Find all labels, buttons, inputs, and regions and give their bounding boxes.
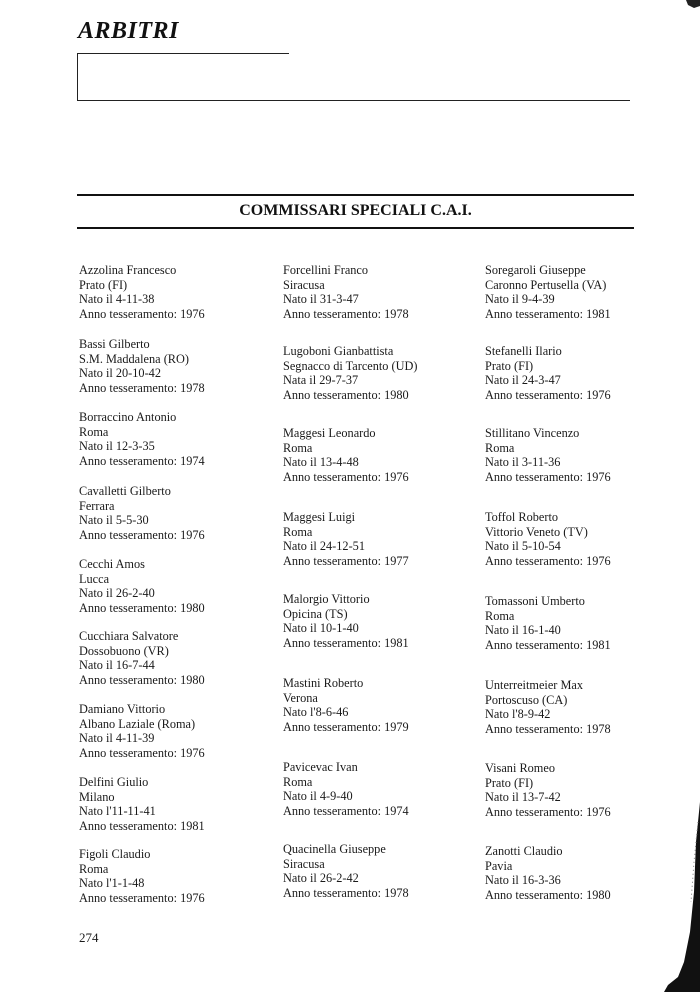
referee-entry: [79, 484, 289, 542]
referee-place: Prato (FI): [485, 358, 534, 373]
referee-birth-date: Nato il 31-3-47: [283, 292, 359, 307]
referee-registration-year: Anno tesseramento: 1978: [283, 885, 409, 900]
referee-name: Visani Romeo: [485, 761, 555, 775]
referee-registration-year: Anno tesseramento: 1976: [79, 306, 205, 321]
referee-birth-date: Nato il 24-12-51: [283, 539, 365, 554]
referee-birth-date: Nato l'1-1-48: [79, 876, 145, 891]
referee-registration-year: Anno tesseramento: 1980: [485, 887, 611, 902]
referee-entry: [79, 847, 289, 905]
referee-registration-year: Anno tesseramento: 1978: [79, 380, 205, 395]
referee-place: Opicina (TS): [283, 606, 348, 621]
referee-name: Cavalletti Gilberto: [79, 484, 171, 498]
referee-birth-date: Nata il 29-7-37: [283, 373, 359, 388]
section-title: COMMISSARI SPECIALI C.A.I.: [239, 202, 472, 219]
referee-registration-year: Anno tesseramento: 1976: [79, 745, 205, 760]
referee-birth-date: Nato l'8-9-42: [485, 707, 551, 722]
referee-place: Prato (FI): [485, 775, 534, 790]
page-header-title: ARBITRI: [78, 18, 179, 44]
referee-birth-date: Nato il 16-7-44: [79, 658, 155, 673]
referee-name: Delfini Giulio: [79, 775, 149, 789]
referee-name: Cecchi Amos: [79, 557, 145, 571]
referee-birth-date: Nato il 3-11-36: [485, 455, 561, 470]
header-frame-top-rule: [77, 53, 289, 54]
referee-birth-date: Nato il 26-2-42: [283, 871, 359, 886]
referee-name: Tomassoni Umberto: [485, 594, 585, 608]
referee-entry: [485, 426, 695, 484]
referee-name: Azzolina Francesco: [79, 263, 177, 277]
referee-entry: [283, 510, 493, 568]
referee-registration-year: Anno tesseramento: 1976: [485, 469, 611, 484]
referee-birth-date: Nato il 9-4-39: [485, 292, 555, 307]
referee-birth-date: Nato il 26-2-40: [79, 586, 155, 601]
referee-name: Stillitano Vincenzo: [485, 426, 580, 440]
referee-entry: [485, 263, 695, 321]
referee-place: Roma: [283, 524, 313, 539]
scan-edge-mark: [664, 802, 700, 992]
referee-name: Stefanelli Ilario: [485, 344, 562, 358]
referee-entry: [283, 344, 493, 402]
referee-place: Dossobuono (VR): [79, 643, 169, 658]
referee-registration-year: Anno tesseramento: 1976: [79, 527, 205, 542]
referee-entry: [79, 410, 289, 468]
referee-birth-date: Nato il 16-1-40: [485, 623, 561, 638]
referee-registration-year: Anno tesseramento: 1977: [283, 553, 409, 568]
referee-entry: [283, 426, 493, 484]
referee-registration-year: Anno tesseramento: 1981: [485, 306, 611, 321]
referee-name: Malorgio Vittorio: [283, 592, 370, 606]
referee-entry: [283, 760, 493, 818]
referee-registration-year: Anno tesseramento: 1979: [283, 719, 409, 734]
referee-registration-year: Anno tesseramento: 1976: [283, 469, 409, 484]
page-number: 274: [79, 930, 99, 945]
referee-name: Forcellini Franco: [283, 263, 369, 277]
referee-place: Portoscuso (CA): [485, 692, 568, 707]
referee-entry: [79, 263, 289, 321]
referee-registration-year: Anno tesseramento: 1981: [79, 818, 205, 833]
referee-place: Vittorio Veneto (TV): [485, 524, 588, 539]
scan-corner-mark: [680, 0, 700, 10]
referee-place: Roma: [79, 861, 109, 876]
referee-birth-date: Nato il 20-10-42: [79, 366, 161, 381]
referee-birth-date: Nato il 13-4-48: [283, 455, 359, 470]
referee-entry: [485, 594, 695, 652]
referee-name: Lugoboni Gianbattista: [283, 344, 394, 358]
referee-place: Segnacco di Tarcento (UD): [283, 358, 418, 373]
referee-entry: [79, 775, 289, 833]
referee-name: Toffol Roberto: [485, 510, 559, 524]
referee-place: Roma: [283, 440, 313, 455]
referee-entry: [283, 842, 493, 900]
referee-registration-year: Anno tesseramento: 1976: [485, 553, 611, 568]
referee-name: Quacinella Giuseppe: [283, 842, 386, 856]
referee-name: Figoli Claudio: [79, 847, 151, 861]
referee-entry: [485, 678, 695, 736]
section-top-rule: [77, 194, 634, 196]
referee-name: Maggesi Luigi: [283, 510, 356, 524]
referee-entry: [79, 629, 289, 687]
referee-registration-year: Anno tesseramento: 1981: [485, 637, 611, 652]
referee-name: Bassi Gilberto: [79, 337, 150, 351]
referee-registration-year: Anno tesseramento: 1980: [283, 387, 409, 402]
referee-entry: [485, 344, 695, 402]
referee-entry: [283, 592, 493, 650]
referee-birth-date: Nato il 10-1-40: [283, 621, 359, 636]
referee-birth-date: Nato il 24-3-47: [485, 373, 561, 388]
referee-name: Maggesi Leonardo: [283, 426, 376, 440]
referee-place: Verona: [283, 690, 318, 705]
referee-name: Mastini Roberto: [283, 676, 364, 690]
referee-registration-year: Anno tesseramento: 1974: [79, 453, 205, 468]
referee-place: Ferrara: [79, 498, 115, 513]
referee-name: Cucchiara Salvatore: [79, 629, 179, 643]
referee-birth-date: Nato il 5-5-30: [79, 513, 149, 528]
referee-place: Roma: [283, 774, 313, 789]
referee-birth-date: Nato il 4-11-38: [79, 292, 155, 307]
referee-entry: [485, 510, 695, 568]
header-frame-bottom-rule: [77, 100, 630, 101]
referee-name: Pavicevac Ivan: [283, 760, 358, 774]
referee-birth-date: Nato il 4-9-40: [283, 789, 353, 804]
referee-registration-year: Anno tesseramento: 1980: [79, 672, 205, 687]
referee-registration-year: Anno tesseramento: 1976: [485, 804, 611, 819]
referee-place: S.M. Maddalena (RO): [79, 351, 189, 366]
referee-entry: [283, 263, 493, 321]
referee-place: Siracusa: [283, 856, 325, 871]
referee-place: Roma: [485, 608, 515, 623]
referee-place: Roma: [485, 440, 515, 455]
referee-birth-date: Nato il 13-7-42: [485, 790, 561, 805]
header-frame-left-rule: [77, 53, 78, 101]
referee-entry: [79, 337, 289, 395]
referee-birth-date: Nato l'8-6-46: [283, 705, 349, 720]
referee-name: Soregaroli Giuseppe: [485, 263, 586, 277]
referee-entry: [79, 557, 289, 615]
referee-place: Siracusa: [283, 277, 325, 292]
referee-place: Caronno Pertusella (VA): [485, 277, 607, 292]
referee-place: Lucca: [79, 571, 110, 586]
referee-place: Roma: [79, 424, 109, 439]
referee-registration-year: Anno tesseramento: 1974: [283, 803, 409, 818]
section-bottom-rule: [77, 227, 634, 229]
referee-registration-year: Anno tesseramento: 1976: [485, 387, 611, 402]
referee-registration-year: Anno tesseramento: 1980: [79, 600, 205, 615]
referee-place: Pavia: [485, 858, 513, 873]
referee-name: Damiano Vittorio: [79, 702, 166, 716]
referee-place: Prato (FI): [79, 277, 128, 292]
referee-registration-year: Anno tesseramento: 1976: [79, 890, 205, 905]
referee-entry: [79, 702, 289, 760]
referee-place: Milano: [79, 789, 115, 804]
referee-registration-year: Anno tesseramento: 1981: [283, 635, 409, 650]
referee-birth-date: Nato il 16-3-36: [485, 873, 561, 888]
referee-entry: [283, 676, 493, 734]
referee-birth-date: Nato il 5-10-54: [485, 539, 561, 554]
referee-birth-date: Nato il 4-11-39: [79, 731, 155, 746]
referee-registration-year: Anno tesseramento: 1978: [283, 306, 409, 321]
referee-place: Albano Laziale (Roma): [79, 716, 196, 731]
referee-registration-year: Anno tesseramento: 1978: [485, 721, 611, 736]
header-frame: [77, 53, 630, 101]
referee-name: Borraccino Antonio: [79, 410, 177, 424]
referee-birth-date: Nato l'11-11-41: [79, 804, 156, 819]
referee-name: Unterreitmeier Max: [485, 678, 583, 692]
referee-name: Zanotti Claudio: [485, 844, 563, 858]
referee-birth-date: Nato il 12-3-35: [79, 439, 155, 454]
